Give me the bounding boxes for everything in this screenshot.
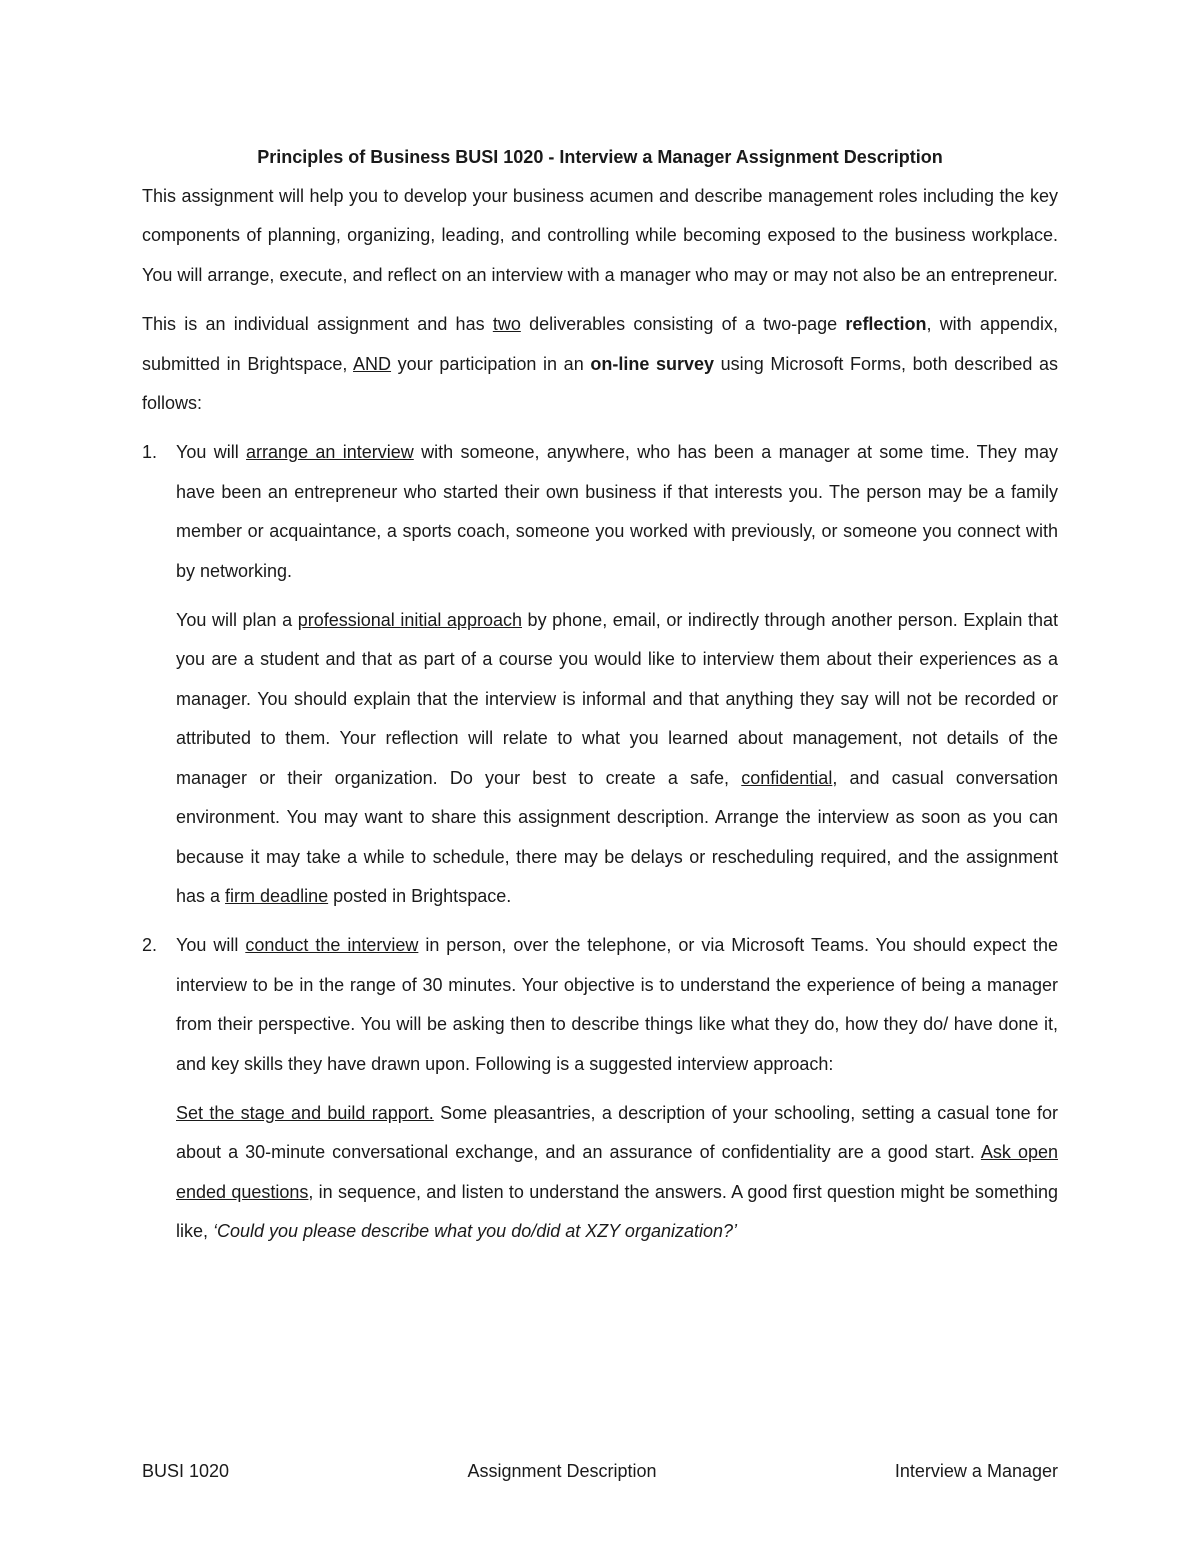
intro-paragraph-2: This is an individual assignment and has two deliverables consisting of a two-page reflection, with appendix, submitted in Brightspace, AND your participation in an on-line survey using Microsoft Forms, both described as follows:	[142, 314, 1058, 414]
underline-and: AND	[353, 353, 392, 374]
underline-two: two	[492, 314, 521, 335]
list-item-2-subparagraph: Set the stage and build rapport. Some pleasantries, a description of your schooling, setting a casual tone for about a 30-minute conversational exchange, and an assurance of confidentiality are a good start. Ask open ended questions, in sequence, and listen to understand the answers. A good first question might be something like, ‘Could you please describe what you do/did at XZY organization?’	[176, 1102, 1059, 1242]
bold-reflection: reflection	[845, 314, 927, 335]
footer-assignment-name: Interview a Manager	[894, 1461, 1058, 1481]
underline-set-the-stage: Set the stage and build rapport.	[176, 1102, 434, 1123]
list-item-2-text: You will conduct the interview in person, over the telephone, or via Microsoft Teams. You should expect the interview to be in the range of 30 minutes. Your objective is to understand the experience of being a manager from their perspective. You will be asking then to describe things like what they do, how they do/ have done it, and key skills they have drawn upon. Following is a suggested interview approach:	[176, 935, 1059, 1074]
underline-firm-deadline: firm deadline	[225, 885, 329, 906]
underline-confidential: confidential	[741, 767, 833, 788]
list-item-2	[142, 926, 1058, 1084]
underline-professional-approach: professional initial approach	[297, 610, 522, 631]
underline-arrange-interview: arrange an interview	[246, 442, 414, 463]
list-item-1-text: You will arrange an interview with someone, anywhere, who has been a manager at some time. They may have been an entrepreneur who started their own business if that interests you. The person may be a family member or acquaintance, a sports coach, someone you worked with previously, or someone you connect with by networking.	[176, 442, 1058, 581]
document-body	[142, 143, 1058, 1252]
list-item-1	[142, 433, 1058, 591]
bold-online-survey: on-line survey	[590, 353, 715, 374]
list-number-1: 1.	[142, 442, 158, 463]
footer-doc-type: Assignment Description	[467, 1461, 657, 1481]
list-item-1-subparagraph: You will plan a professional initial approach by phone, email, or indirectly through another person. Explain that you are a student and that as part of a course you would like to interview them about their experiences as a manager. You should explain that the interview is informal and that anything they say will not be recorded or attributed to them. Your reflection will relate to what you learned about management, not details of the manager or their organization. Do your best to create a safe, confidential, and casual conversation environment. You may want to share this assignment description. Arrange the interview as soon as you can because it may take a while to schedule, there may be delays or rescheduling required, and the assignment has a firm deadline posted in Brightspace.	[176, 610, 1058, 906]
intro-paragraph-1: This assignment will help you to develop your business acumen and describe management roles including the key components of planning, organizing, leading, and controlling while becoming exposed to the business workplace. You will arrange, execute, and reflect on an interview with a manager who may or may not also be an entrepreneur.	[142, 186, 1058, 285]
underline-conduct-interview: conduct the interview	[245, 935, 419, 956]
italic-sample-question: ‘Could you please describe what you do/did at XZY organization?’	[213, 1221, 738, 1242]
document-title: Principles of Business BUSI 1020 - Interview a Manager Assignment Description	[257, 147, 943, 167]
underline-open-ended-questions: Ask open ended questions	[176, 1142, 1058, 1202]
footer-course-code: BUSI 1020	[142, 1461, 230, 1481]
page-footer	[142, 1459, 1058, 1483]
list-number-2: 2.	[142, 935, 158, 956]
